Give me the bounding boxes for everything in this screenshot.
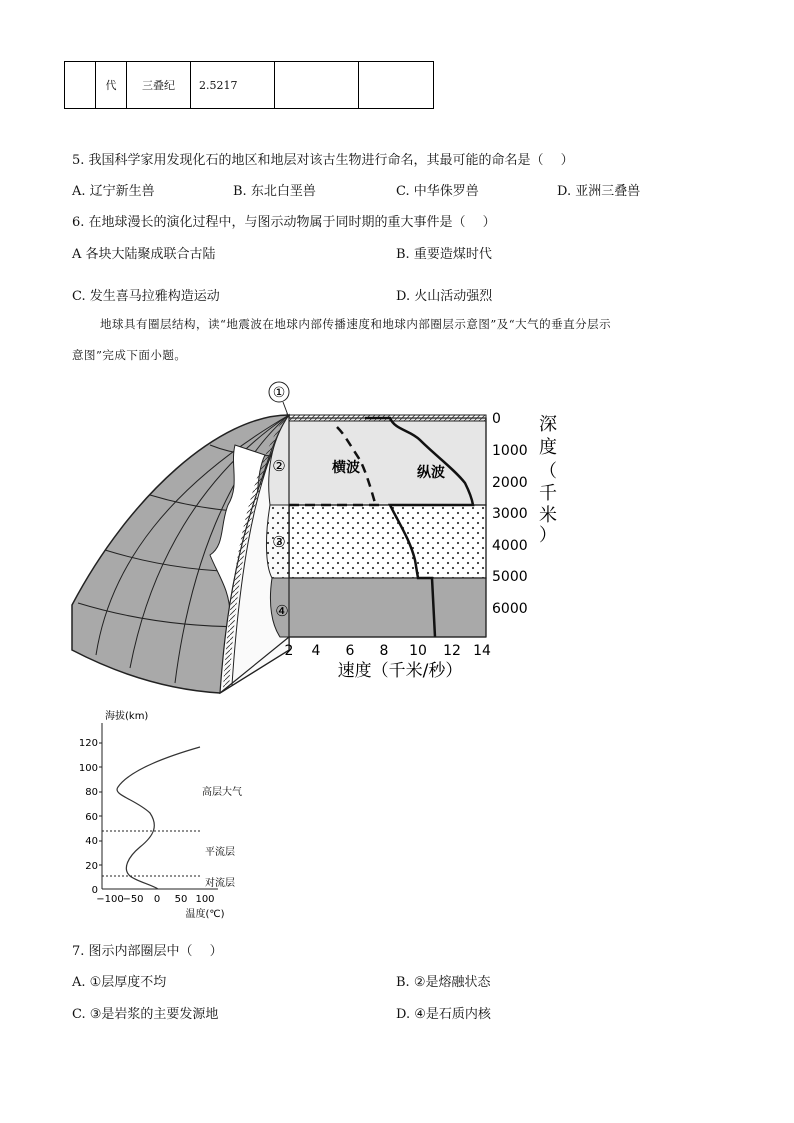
atmosphere-figure (60, 705, 260, 925)
table-cell-era: 代 (96, 62, 127, 109)
q6-option-a: A 各块大陆聚成联合古陆 (72, 247, 216, 262)
depth-axis-ticks (492, 411, 528, 617)
depth-tick: 3000 (492, 506, 528, 522)
q7-option-a: A. ①层厚度不均 (72, 975, 167, 990)
q5-option-a: A. 辽宁新生兽 (72, 184, 155, 199)
depth-tick: 0 (492, 411, 501, 427)
q7-option-d: D. ④是石质内核 (396, 1007, 491, 1022)
atmo-y-tick: 20 (85, 861, 98, 872)
atmo-y-tick: 0 (91, 885, 98, 896)
table-cell (275, 62, 359, 109)
speed-tick: 8 (379, 643, 389, 659)
speed-tick: 4 (311, 643, 321, 659)
atmo-y-tick: 120 (78, 738, 98, 749)
table-cell-period: 三叠纪 (127, 62, 191, 109)
atmo-x-tick: 50 (174, 894, 188, 905)
s-wave-label: 横波 (332, 460, 360, 476)
speed-tick: 2 (284, 643, 294, 659)
speed-axis-title: 速度（千米/秒） (337, 661, 463, 681)
intro-line-1: 地球具有圈层结构，读“地震波在地球内部传播速度和地球内部圈层示意图”及“大气的垂直分层示 (100, 317, 612, 331)
globe-shell (72, 415, 289, 693)
atmo-x-tick: 0 (153, 894, 161, 905)
table-cell-age: 2.5217 (191, 62, 275, 109)
q7-option-c: C. ③是岩浆的主要发源地 (72, 1007, 219, 1022)
marker-layer-3: ③ (272, 533, 286, 551)
q5-option-d: D. 亚洲三叠兽 (557, 184, 641, 199)
depth-axis-title (539, 414, 557, 546)
q6-option-b: B. 重要造煤时代 (396, 247, 492, 262)
intro-line-2: 意图”完成下面小题。 (72, 348, 187, 362)
table-row (65, 62, 434, 109)
table-cell (65, 62, 96, 109)
atmo-y-tick: 40 (85, 836, 98, 847)
atmo-y-ticks (79, 738, 98, 896)
speed-tick: 10 (409, 643, 427, 659)
atmo-y-tick: 100 (78, 763, 98, 774)
atmo-x-tick: −50 (122, 894, 144, 905)
speed-tick: 14 (473, 643, 491, 659)
q7-option-b: B. ②是熔融状态 (396, 975, 491, 990)
seismic-wave-figure (60, 375, 580, 705)
depth-tick: 1000 (492, 443, 528, 459)
layer-label-troposphere: 对流层 (205, 878, 235, 889)
q6-option-c: C. 发生喜马拉雅构造运动 (72, 289, 220, 304)
question-6-stem: 6. 在地球漫长的演化过程中，与图示动物属于同时期的重大事件是（ ） (72, 215, 496, 230)
layer-label-upper: 高层大气 (202, 787, 242, 798)
table-cell (359, 62, 434, 109)
question-7-stem: 7. 图示内部圈层中（ ） (72, 944, 223, 959)
atmo-y-tick: 80 (85, 787, 98, 798)
atmo-x-ticks (96, 894, 214, 905)
svg-text:度: 度 (539, 437, 557, 458)
svg-text:米: 米 (539, 505, 557, 526)
q6-option-d: D. 火山活动强烈 (396, 289, 493, 304)
atmo-x-tick: −100 (96, 894, 124, 905)
atmo-x-title: 温度(℃) (185, 909, 225, 920)
depth-tick: 2000 (492, 475, 528, 491)
speed-tick: 12 (443, 643, 461, 659)
depth-tick: 4000 (492, 538, 528, 554)
marker-layer-4: ④ (275, 602, 289, 620)
q5-option-c: C. 中华侏罗兽 (396, 184, 479, 199)
atmo-y-title: 海拔(km) (105, 711, 149, 722)
marker-layer-2: ② (272, 457, 286, 475)
atmo-x-tick: 100 (195, 894, 215, 905)
svg-text:深: 深 (539, 414, 557, 435)
temperature-curve (117, 747, 200, 889)
depth-tick: 6000 (492, 601, 528, 617)
marker-layer-1: ① (272, 385, 286, 401)
q5-option-b: B. 东北白垩兽 (233, 184, 316, 199)
depth-tick: 5000 (492, 569, 528, 585)
atmo-y-tick: 60 (85, 812, 98, 823)
layer-label-stratosphere: 平流层 (205, 847, 235, 858)
svg-text:千: 千 (539, 483, 557, 504)
question-5-stem: 5. 我国科学家用发现化石的地区和地层对该古生物进行命名，其最可能的命名是（ ） (72, 153, 574, 168)
p-wave-label: 纵波 (417, 465, 445, 481)
speed-tick: 6 (345, 643, 355, 659)
svg-text:（: （ (539, 461, 557, 482)
svg-text:）: ） (539, 525, 557, 546)
geologic-time-table (64, 61, 434, 109)
speed-axis-labels (285, 643, 491, 659)
